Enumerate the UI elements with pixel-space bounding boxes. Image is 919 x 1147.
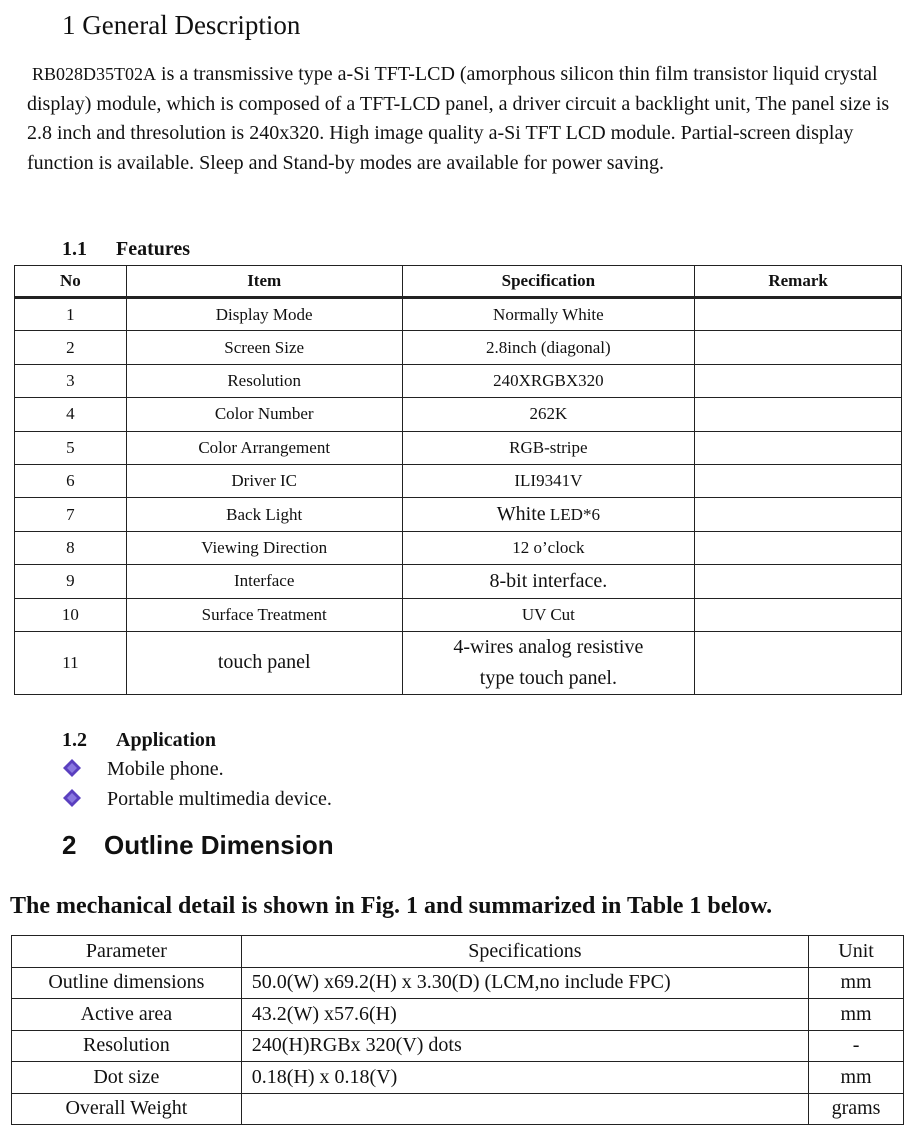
cell-no: 7 [15,498,127,531]
cell-item: Interface [126,565,402,598]
header-specifications: Specifications [241,936,808,968]
list-item [62,788,332,811]
cell-no: 6 [15,464,127,497]
cell-spec: 262K [402,398,695,431]
cell-item: Resolution [126,364,402,397]
cell-remark [695,464,902,497]
cell-item: Color Arrangement [126,431,402,464]
dimensions-table [11,935,904,1125]
cell-remark [695,431,902,464]
features-number: 1.1 [62,238,87,260]
cell-spec: 43.2(W) x57.6(H) [241,999,808,1031]
table-row [15,331,902,364]
features-table [14,265,902,695]
application-title: Application [116,729,217,751]
application-item-text: Mobile phone. [107,758,224,780]
cell-no: 5 [15,431,127,464]
cell-param: Active area [12,999,242,1031]
cell-no: 1 [15,298,127,331]
section-number: 2 [62,830,77,860]
diamond-bullet-icon [62,788,82,808]
section-title: Outline Dimension [104,830,334,860]
cell-unit: grams [809,1093,904,1125]
intro-text: is a transmissive type a-Si TFT-LCD (amorphous silicon thin film transistor liquid crystal display) module, which is composed of a TFT-LCD panel, a driver circuit a backlight unit, The panel size is 2.8 inch and thresolution is 240x320. High image quality a-Si TFT LCD module. Partial-screen display function is available. Sleep and Stand-by modes are available for power saving. [27,63,890,174]
cell-no: 9 [15,565,127,598]
table-row [15,298,902,331]
cell-item: Screen Size [126,331,402,364]
cell-item: Color Number [126,398,402,431]
table-row [15,364,902,397]
cell-spec: RGB-stripe [402,431,695,464]
application-number: 1.2 [62,729,87,751]
table-row [12,1062,904,1094]
section-title: General Description [82,10,301,40]
application-heading [62,729,216,752]
application-item-text: Portable multimedia device. [107,788,332,810]
table-row [12,1030,904,1062]
section-number: 1 [62,10,76,40]
spec-part-a: White [496,503,546,526]
table-row [15,531,902,564]
table-row [12,1093,904,1125]
section-2-heading [62,830,334,861]
features-title: Features [116,238,191,260]
cell-item: touch panel [126,631,402,694]
cell-remark [695,331,902,364]
header-remark: Remark [695,266,902,298]
cell-remark [695,364,902,397]
features-heading [62,238,190,261]
cell-item: Surface Treatment [126,598,402,631]
spec-line-1: 4-wires analog resistive [453,635,644,658]
cell-remark [695,631,902,694]
cell-spec: UV Cut [402,598,695,631]
cell-spec [402,498,695,531]
cell-remark [695,565,902,598]
cell-item: Driver IC [126,464,402,497]
list-item [62,758,224,781]
table-row [15,498,902,531]
table-row [15,565,902,598]
table-row [12,999,904,1031]
cell-no: 3 [15,364,127,397]
table-row [15,598,902,631]
header-item: Item [126,266,402,298]
cell-spec [402,631,695,694]
header-specification: Specification [402,266,695,298]
cell-unit: mm [809,1062,904,1094]
cell-unit: mm [809,967,904,999]
cell-spec: ILI9341V [402,464,695,497]
cell-spec: 0.18(H) x 0.18(V) [241,1062,808,1094]
header-no: No [15,266,127,298]
cell-spec: 240XRGBX320 [402,364,695,397]
cell-unit: - [809,1030,904,1062]
table-row [12,967,904,999]
table-header-row [15,266,902,298]
table-row [15,398,902,431]
cell-spec: 2.8inch (diagonal) [402,331,695,364]
cell-remark [695,598,902,631]
cell-spec: Normally White [402,298,695,331]
mechanical-lead-text: The mechanical detail is shown in Fig. 1 and summarized in Table 1 below. [10,893,773,919]
intro-paragraph [27,60,907,178]
table-row [15,431,902,464]
section-1-heading [62,10,300,41]
cell-item: Back Light [126,498,402,531]
cell-no: 8 [15,531,127,564]
cell-param: Outline dimensions [12,967,242,999]
cell-remark [695,498,902,531]
cell-param: Dot size [12,1062,242,1094]
header-parameter: Parameter [12,936,242,968]
cell-param: Resolution [12,1030,242,1062]
spec-line-2: type touch panel. [479,666,617,689]
cell-no: 11 [15,631,127,694]
cell-no: 2 [15,331,127,364]
spec-part-b: LED*6 [545,505,600,525]
diamond-bullet-icon [62,758,82,778]
cell-remark [695,398,902,431]
cell-no: 10 [15,598,127,631]
cell-param: Overall Weight [12,1093,242,1125]
table-row [15,631,902,694]
cell-spec: 240(H)RGBx 320(V) dots [241,1030,808,1062]
cell-spec: 8-bit interface. [402,565,695,598]
cell-no: 4 [15,398,127,431]
cell-item: Display Mode [126,298,402,331]
table-row [15,464,902,497]
table-header-row [12,936,904,968]
cell-remark [695,531,902,564]
cell-spec [241,1093,808,1125]
cell-item: Viewing Direction [126,531,402,564]
cell-remark [695,298,902,331]
cell-unit: mm [809,999,904,1031]
cell-spec: 50.0(W) x69.2(H) x 3.30(D) (LCM,no include FPC) [241,967,808,999]
cell-spec: 12 o’clock [402,531,695,564]
header-unit: Unit [809,936,904,968]
model-name: RB028D35T02A [32,64,157,84]
